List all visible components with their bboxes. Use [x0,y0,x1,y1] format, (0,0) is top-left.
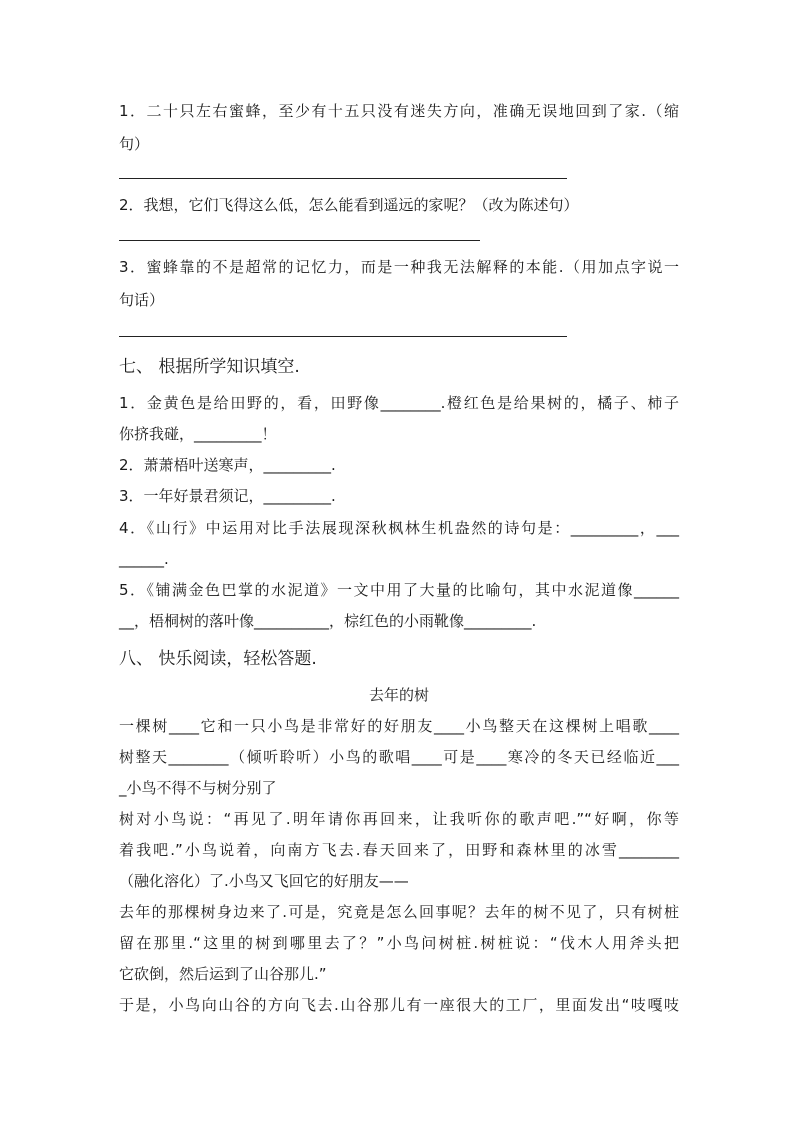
q7-5-text-line1: 5．《铺满金色巴掌的水泥道》一文中用了大量的比喻句，其中水泥道像______ [119,581,679,599]
passage-line: 它砍倒，然后运到了山谷那儿.” [119,965,327,983]
q7-1-text-line2: 你挤我碰，_________！ [119,425,277,443]
answer-line-q6-2 [119,240,480,241]
q7-5-text-line2: __，梧桐树的落叶像__________，棕红色的小雨靴像_________. [119,612,537,630]
q6-3-text-line2: 句话） [119,291,165,309]
q7-4-text-line1: 4．《山行》中运用对比手法展现深秋枫林生机盎然的诗句是：_________，___ [119,519,679,537]
passage-line: 去年的那棵树身边来了.可是，究竟是怎么回事呢？去年的树不见了，只有树桩 [119,903,679,921]
answer-line-q6-3 [119,336,567,337]
section-8-heading: 八、 快乐阅读，轻松答题. [119,649,317,669]
q6-3-text-line1: 3．蜜蜂靠的不是超常的记忆力，而是一种我无法解释的本能.（用加点字说一 [119,258,679,276]
q6-1-text-line1: 1．二十只左右蜜蜂，至少有十五只没有迷失方向，准确无误地回到了家.（缩 [119,102,679,120]
section-7-heading: 七、 根据所学知识填空. [119,357,300,377]
q6-2-text: 2．我想，它们飞得这么低，怎么能看到遥远的家呢？（改为陈述句） [119,196,579,214]
q7-1-text-line1: 1．金黄色是给田野的，看，田野像________.橙红色是给果树的，橘子、柿子 [119,394,679,412]
passage-line: （融化溶化）了.小鸟又飞回它的好朋友—— [119,872,409,890]
passage-line: 一棵树____它和一只小鸟是非常好的好朋友____小鸟整天在这棵树上唱歌____ [119,717,679,735]
passage-line: _小鸟不得不与树分别了 [119,779,277,797]
passage-title: 去年的树 [368,686,429,704]
q7-2-text: 2．萧萧梧叶送寒声，_________. [119,456,336,474]
q6-1-text-line2: 句） [119,135,150,153]
passage-line: 树整天________（倾听聆听）小鸟的歌唱____可是____寒冷的冬天已经临近___ [119,748,679,766]
q7-4-text-line2: ______. [119,550,169,568]
passage-line: 着我吧.”小鸟说着，向南方飞去.春天回来了，田野和森林里的冰雪________ [119,841,679,859]
answer-line-q6-1 [119,178,567,179]
q7-3-text: 3．一年好景君须记，_________. [119,487,336,505]
passage-line: 留在那里.“这里的树到哪里去了？”小鸟问树桩.树桩说：“伐木人用斧头把 [119,934,679,952]
passage-line: 于是，小鸟向山谷的方向飞去.山谷那儿有一座很大的工厂，里面发出“吱嘎吱 [119,996,679,1014]
passage-line: 树对小鸟说：“再见了.明年请你再回来，让我听你的歌声吧.”“好啊，你等 [119,810,679,828]
